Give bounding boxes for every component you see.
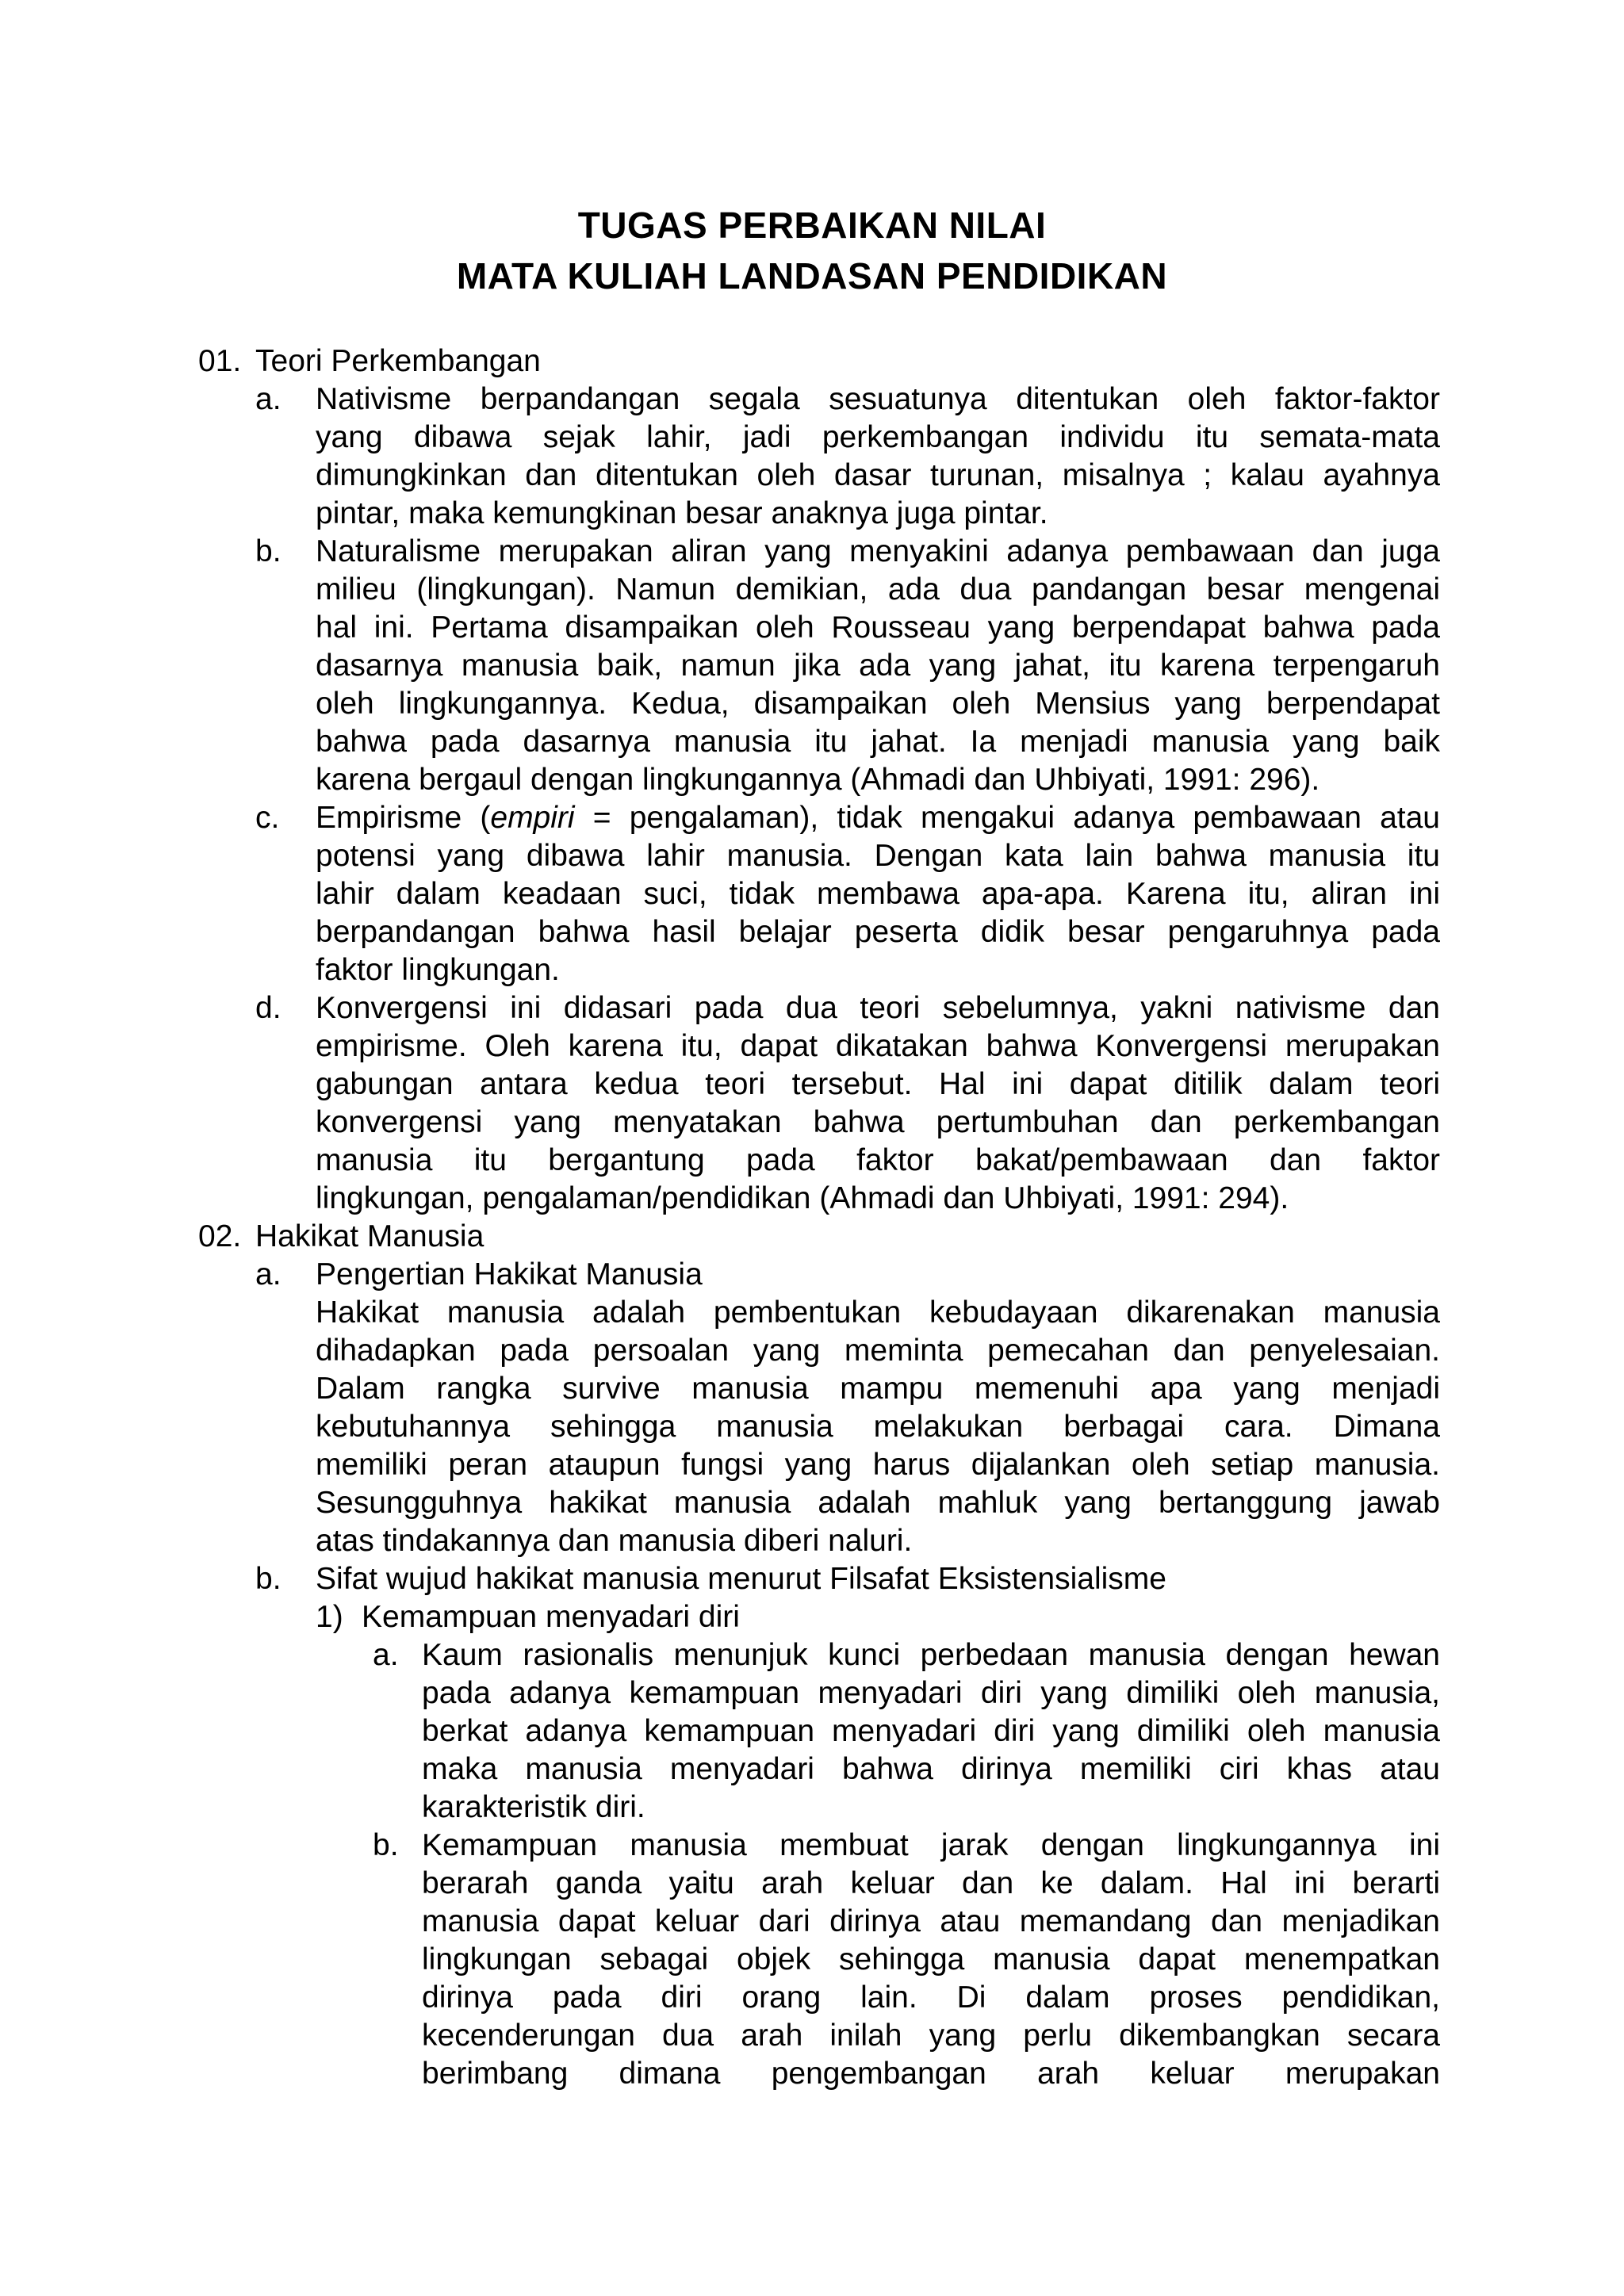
paragraph-line: manusia itu bergantung pada faktor bakat/pembawaan dan faktor xyxy=(316,1143,1440,1177)
text-span: Empirisme ( xyxy=(316,801,491,835)
section-title: Hakikat Manusia xyxy=(255,1219,485,1253)
paragraph-line: Naturalisme merupakan aliran yang menyakini adanya pembawaan dan juga xyxy=(316,534,1440,568)
paragraph-line: oleh lingkungannya. Kedua, disampaikan oleh Mensius yang berpendapat xyxy=(316,687,1440,721)
italic-term: empiri xyxy=(490,801,575,835)
paragraph-line: dirinya pada diri orang lain. Di dalam proses pendidikan, xyxy=(422,1980,1440,2015)
paragraph-line: memiliki peran ataupun fungsi yang harus dijalankan oleh setiap manusia. xyxy=(316,1448,1440,1482)
paragraph-line: lahir dalam keadaan suci, tidak membawa apa-apa. Karena itu, aliran ini xyxy=(316,877,1440,911)
paragraph-line: milieu (lingkungan). Namun demikian, ada dua pandangan besar mengenai xyxy=(316,572,1440,607)
section-heading xyxy=(0,342,1624,381)
paragraph-line: kebutuhannya sehingga manusia melakukan berbagai cara. Dimana xyxy=(316,1410,1440,1444)
section-heading xyxy=(0,1218,1624,1256)
paragraph-line: pada adanya kemampuan menyadari diri yang dimiliki oleh manusia, xyxy=(422,1676,1440,1710)
document-title-line-2: MATA KULIAH LANDASAN PENDIDIKAN xyxy=(456,255,1168,297)
paragraph-line: berpandangan bahwa hasil belajar peserta didik besar pengaruhnya pada xyxy=(316,915,1440,949)
document-title-line-1: TUGAS PERBAIKAN NILAI xyxy=(577,205,1047,246)
point-item xyxy=(0,1636,1624,1827)
paragraph-line: lingkungan sebagai objek sehingga manusia dapat menempatkan xyxy=(422,1942,1440,1976)
paragraph-line: empirisme. Oleh karena itu, dapat dikatakan bahwa Konvergensi merupakan xyxy=(316,1029,1440,1063)
paragraph-line: berimbang dimana pengembangan arah keluar merupakan xyxy=(422,2057,1440,2091)
list-item xyxy=(0,1256,1624,1560)
list-marker: a. xyxy=(255,382,282,416)
paragraph-line: potensi yang dibawa lahir manusia. Dengan kata lain bahwa manusia itu xyxy=(316,839,1440,873)
paragraph-line: kecenderungan dua arah inilah yang perlu dikembangkan secara xyxy=(422,2019,1440,2053)
paragraph-line: dihadapkan pada persoalan yang meminta pemecahan dan penyelesaian. xyxy=(316,1334,1440,1368)
paragraph-line: lingkungan, pengalaman/pendidikan (Ahmadi dan Uhbiyati, 1991: 294). xyxy=(316,1181,1289,1215)
paragraph-line: Konvergensi ini didasari pada dua teori sebelumnya, yakni nativisme dan xyxy=(316,991,1440,1025)
subsection-title: Sifat wujud hakikat manusia menurut Filsafat Eksistensialisme xyxy=(316,1562,1166,1596)
subsection-title: Pengertian Hakikat Manusia xyxy=(316,1257,703,1292)
section-number: 02. xyxy=(198,1219,242,1253)
list-marker: d. xyxy=(255,991,282,1025)
paragraph-line: hal ini. Pertama disampaikan oleh Rousseau yang berpendapat bahwa pada xyxy=(316,610,1440,645)
list-item xyxy=(0,381,1624,533)
point-marker: b. xyxy=(373,1828,399,1862)
paragraph-line: manusia dapat keluar dari dirinya atau memandang dan menjadikan xyxy=(422,1904,1440,1938)
list-item xyxy=(0,989,1624,1218)
paragraph-line: Kemampuan manusia membuat jarak dengan lingkungannya ini xyxy=(422,1828,1440,1862)
list-item xyxy=(0,533,1624,799)
section-number: 01. xyxy=(198,344,242,378)
document-body xyxy=(0,342,1624,2093)
list-marker: a. xyxy=(255,1257,282,1292)
point-item xyxy=(0,1827,1624,2093)
paragraph-line xyxy=(316,799,1440,837)
sub-list-title: Kemampuan menyadari diri xyxy=(362,1600,740,1634)
paragraph-line: maka manusia menyadari bahwa dirinya memiliki ciri khas atau xyxy=(422,1752,1440,1786)
list-marker: b. xyxy=(255,1562,282,1596)
paragraph-line: Sesungguhnya hakikat manusia adalah mahluk yang bertanggung jawab xyxy=(316,1486,1440,1520)
paragraph-line: berarah ganda yaitu arah keluar dan ke dalam. Hal ini berarti xyxy=(422,1866,1440,1900)
list-item xyxy=(0,799,1624,989)
paragraph-line: atas tindakannya dan manusia diberi naluri. xyxy=(316,1524,913,1558)
paragraph-line: konvergensi yang menyatakan bahwa pertumbuhan dan perkembangan xyxy=(316,1105,1440,1139)
paragraph-line: pintar, maka kemungkinan besar anaknya juga pintar. xyxy=(316,496,1048,530)
paragraph-line: Kaum rasionalis menunjuk kunci perbedaan manusia dengan hewan xyxy=(422,1638,1440,1672)
paragraph-line: berkat adanya kemampuan menyadari diri yang dimiliki oleh manusia xyxy=(422,1714,1440,1748)
list-item xyxy=(0,1560,1624,1598)
paragraph-line: Hakikat manusia adalah pembentukan kebudayaan dikarenakan manusia xyxy=(316,1295,1440,1330)
paragraph-line: karena bergaul dengan lingkungannya (Ahmadi dan Uhbiyati, 1991: 296). xyxy=(316,763,1320,797)
sub-list-item xyxy=(0,1598,1624,1636)
section-title: Teori Perkembangan xyxy=(255,344,541,378)
paragraph-line: Nativisme berpandangan segala sesuatunya ditentukan oleh faktor-faktor xyxy=(316,382,1440,416)
paragraph-line: faktor lingkungan. xyxy=(316,953,560,987)
paragraph-line: dasarnya manusia baik, namun jika ada yang jahat, itu karena terpengaruh xyxy=(316,649,1440,683)
paragraph-line: yang dibawa sejak lahir, jadi perkembangan individu itu semata-mata xyxy=(316,420,1440,454)
paragraph-line: karakteristik diri. xyxy=(422,1790,645,1824)
paragraph-line: gabungan antara kedua teori tersebut. Hal ini dapat ditilik dalam teori xyxy=(316,1067,1440,1101)
sub-list-marker: 1) xyxy=(316,1600,343,1634)
list-marker: c. xyxy=(255,801,280,835)
list-marker: b. xyxy=(255,534,282,568)
paragraph-line: bahwa pada dasarnya manusia itu jahat. Ia menjadi manusia yang baik xyxy=(316,725,1440,759)
text-span: = pengalaman), tidak mengakui adanya pembawaan atau xyxy=(574,801,1440,835)
paragraph-line: dimungkinkan dan ditentukan oleh dasar turunan, misalnya ; kalau ayahnya xyxy=(316,458,1440,492)
paragraph-line: Dalam rangka survive manusia mampu memenuhi apa yang menjadi xyxy=(316,1372,1440,1406)
point-marker: a. xyxy=(373,1638,399,1672)
